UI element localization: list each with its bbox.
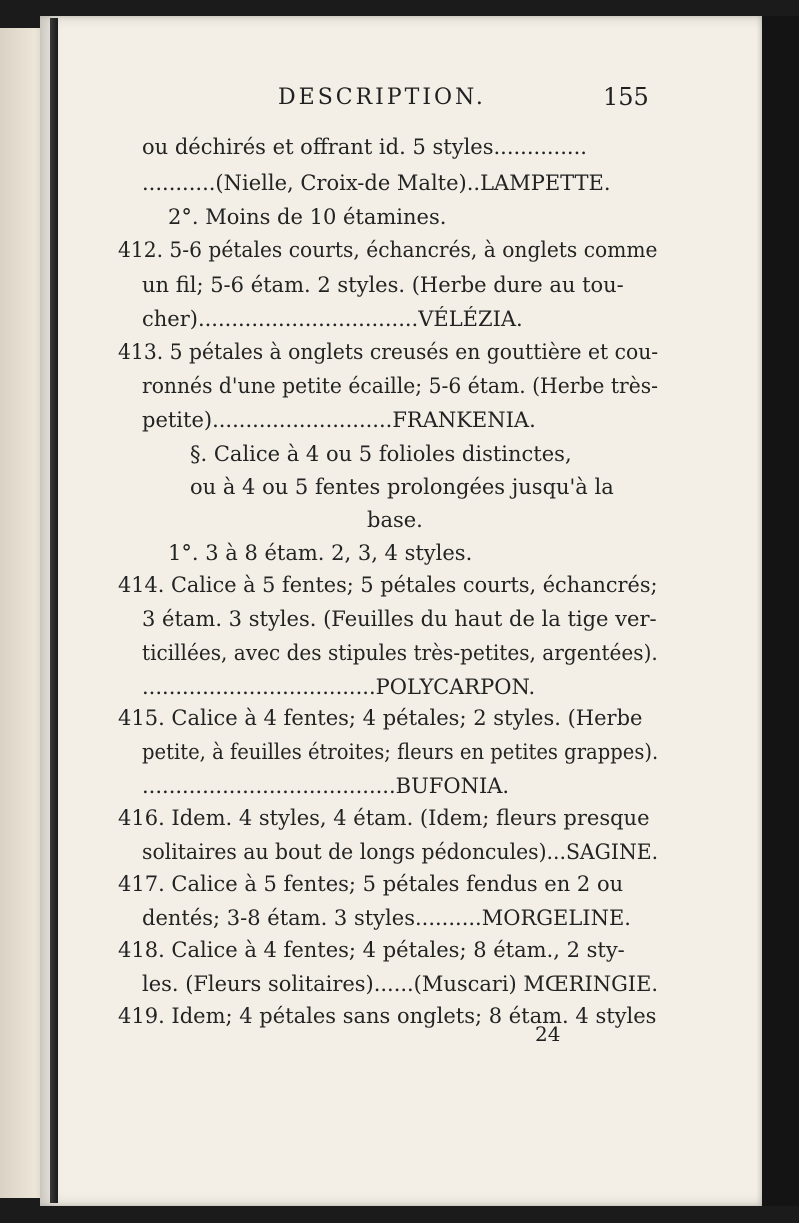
text-line: ...........(Nielle, Croix-de Malte)..LAMPETTE. — [142, 171, 611, 195]
text-line: un fil; 5-6 étam. 2 styles. (Herbe dure au tou- — [142, 273, 624, 297]
text-line: §. Calice à 4 ou 5 folioles distinctes, — [190, 442, 572, 466]
text-line: 3 étam. 3 styles. (Feuilles du haut de la tige ver- — [142, 607, 657, 631]
text-line: petite)...........................FRANKENIA. — [142, 408, 536, 432]
text-line: ...................................POLYCARPON. — [142, 675, 536, 699]
text-line: base. — [367, 508, 423, 532]
text-line: petite, à feuilles étroites; fleurs en petites grappes). — [142, 740, 659, 764]
text-line: ronnés d'une petite écaille; 5-6 étam. (Herbe très- — [142, 374, 659, 398]
text-line: 412. 5-6 pétales courts, échancrés, à onglets comme — [118, 238, 658, 262]
text-line: 419. Idem; 4 pétales sans onglets; 8 étam. 4 styles — [118, 1004, 657, 1028]
text-line: 2°. Moins de 10 étamines. — [168, 205, 447, 229]
text-line: cher).................................VÉLÉZIA. — [142, 307, 523, 331]
text-line: ou déchirés et offrant id. 5 styles.............. — [142, 135, 587, 159]
text-line: 413. 5 pétales à onglets creusés en gouttière et cou- — [118, 340, 659, 364]
text-line: ticillées, avec des stipules très-petites, argentées). — [142, 641, 658, 665]
text-line: solitaires au bout de longs pédoncules)...SAGINE. — [142, 840, 659, 864]
dark-background-edge — [762, 16, 799, 1206]
text-line: 415. Calice à 4 fentes; 4 pétales; 2 styles. (Herbe — [118, 706, 643, 730]
text-line: ou à 4 ou 5 fentes prolongées jusqu'à la — [190, 475, 614, 499]
text-line: 1°. 3 à 8 étam. 2, 3, 4 styles. — [168, 541, 473, 565]
text-line: 414. Calice à 5 fentes; 5 pétales courts, échancrés; — [118, 573, 658, 597]
running-header: DESCRIPTION. — [278, 85, 486, 110]
text-line: les. (Fleurs solitaires)......(Muscari) MŒRINGIE. — [142, 972, 659, 996]
text-line: ......................................BUFONIA. — [142, 774, 510, 798]
text-line: dentés; 3-8 étam. 3 styles..........MORGELINE. — [142, 906, 631, 930]
book-gutter — [50, 18, 58, 1203]
page-number: 155 — [603, 83, 649, 111]
text-line: 416. Idem. 4 styles, 4 étam. (Idem; fleurs presque — [118, 806, 650, 830]
text-line: 418. Calice à 4 fentes; 4 pétales; 8 étam., 2 sty- — [118, 938, 625, 962]
signature-mark: 24 — [535, 1022, 561, 1046]
text-line: 417. Calice à 5 fentes; 5 pétales fendus en 2 ou — [118, 872, 624, 896]
